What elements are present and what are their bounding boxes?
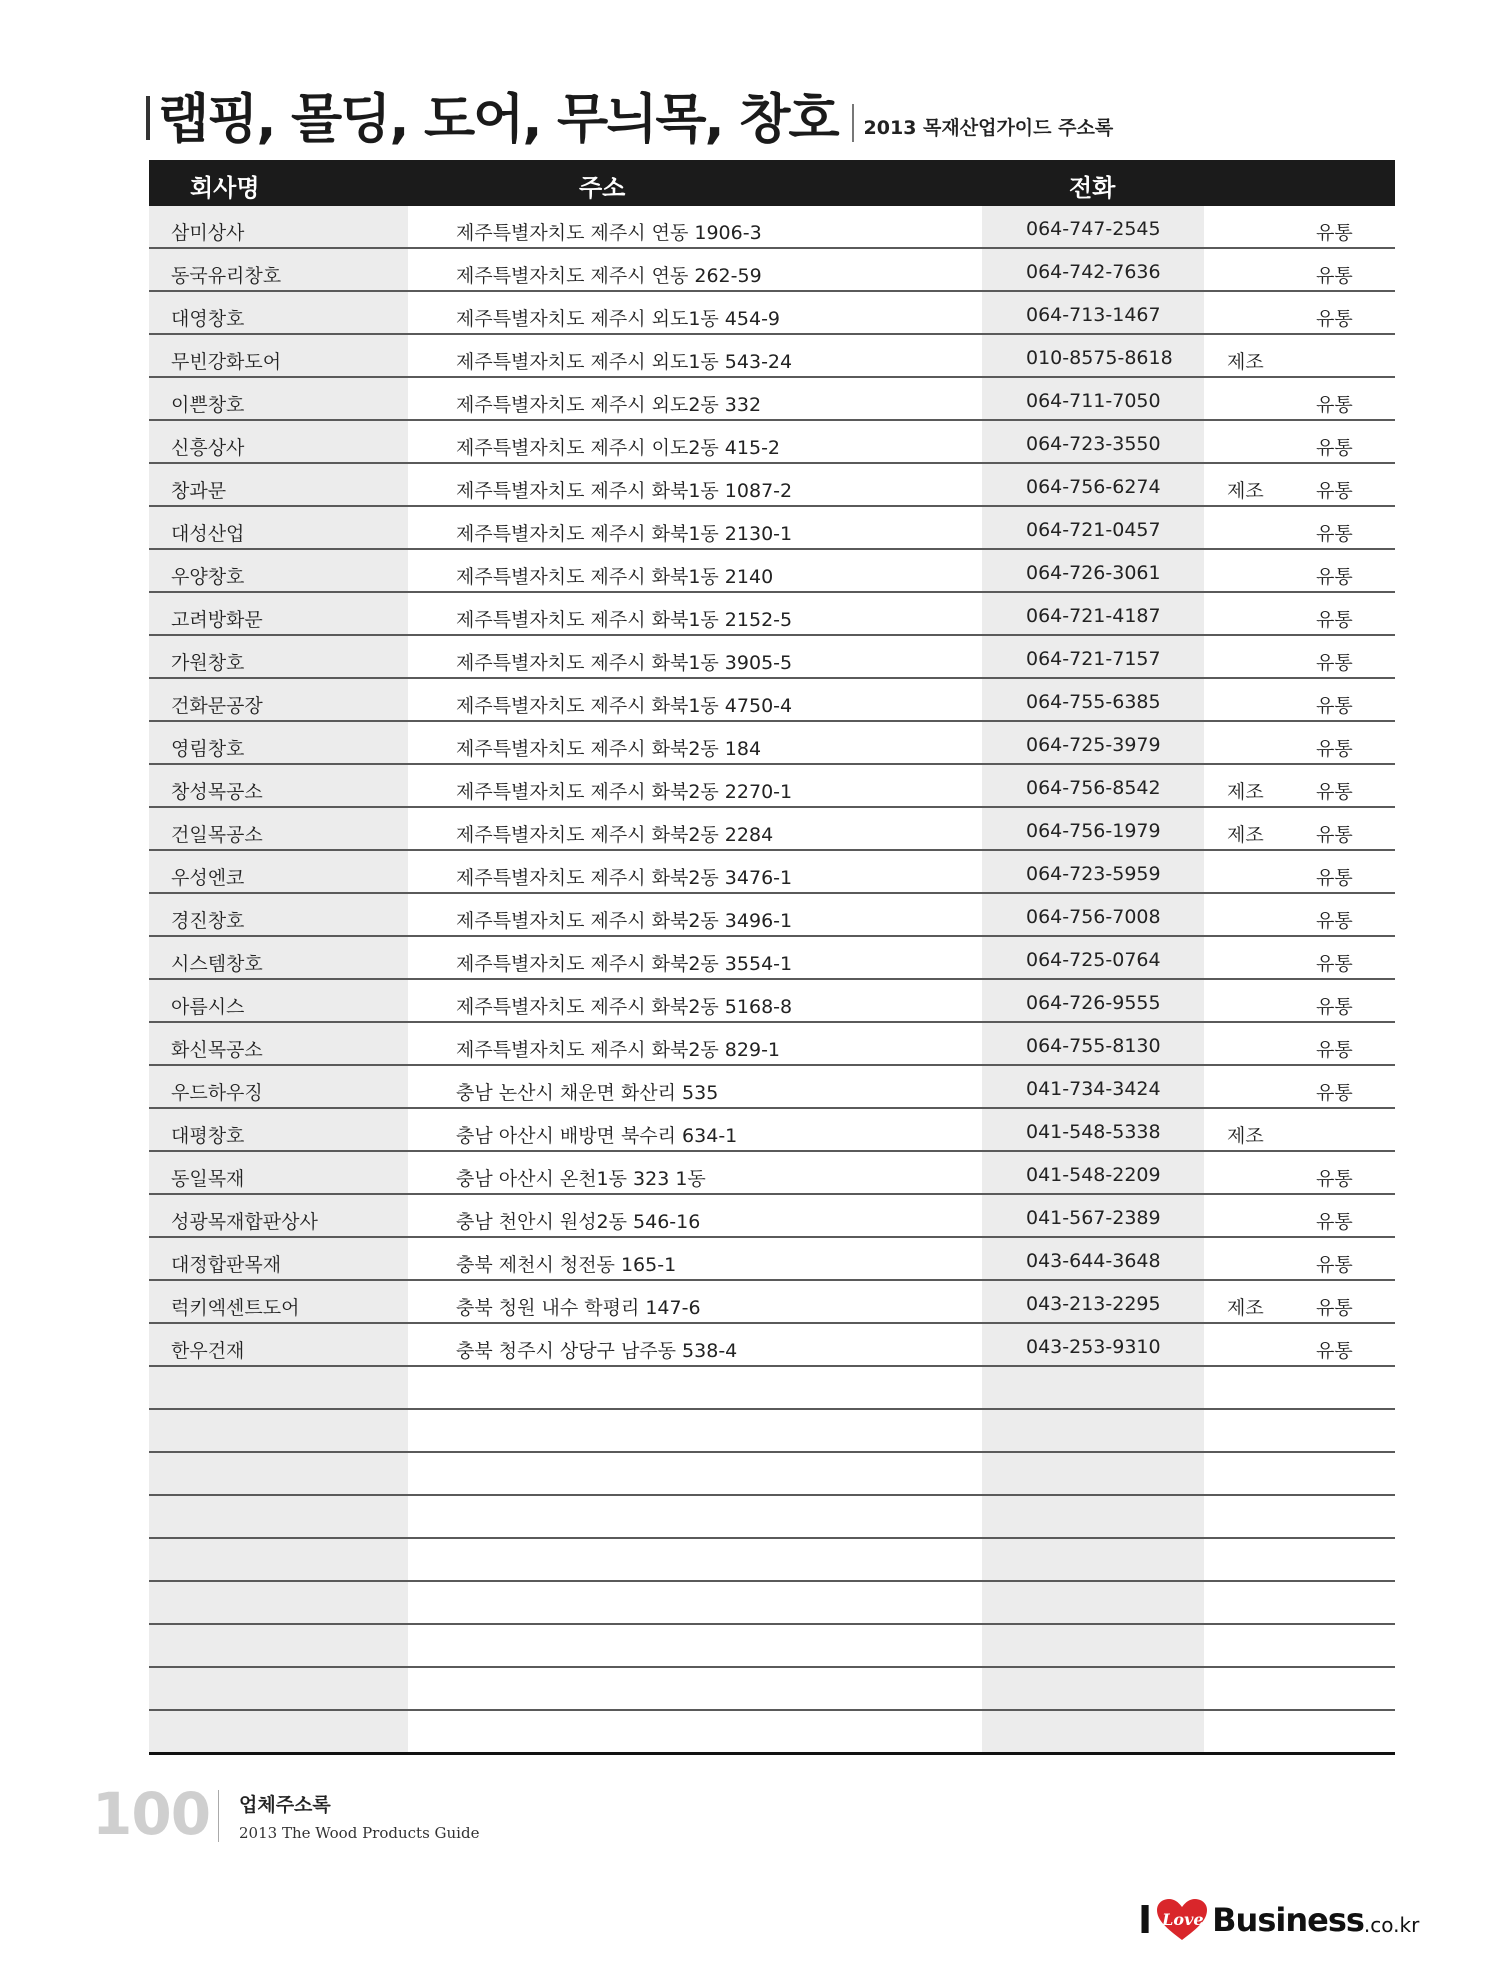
- table-row: [149, 765, 1395, 808]
- table-row: [149, 1195, 1395, 1238]
- table-row: [149, 636, 1395, 679]
- table-row: [149, 1281, 1395, 1324]
- company-address: 충남 아산시 온천1동 323 1동: [456, 1168, 706, 1190]
- header-phone: 전화: [1069, 174, 1116, 202]
- distributor-tag: 유통: [1316, 953, 1353, 975]
- company-address: 제주특별자치도 제주시 화북2동 5168-8: [456, 996, 793, 1018]
- company-address: 제주특별자치도 제주시 화북2동 184: [456, 738, 762, 760]
- company-address: 충북 청원 내수 학평리 147-6: [456, 1297, 701, 1319]
- distributor-tag: 유통: [1316, 394, 1353, 416]
- company-name: 우양창호: [171, 566, 245, 588]
- company-phone: 010-8575-8618: [1026, 347, 1173, 369]
- distributor-tag: 유통: [1316, 1168, 1353, 1190]
- distributor-tag: 유통: [1316, 652, 1353, 674]
- page-title: 랩핑, 몰딩, 도어, 무늬목, 창호: [158, 89, 838, 150]
- company-address: 충북 제천시 청전동 165-1: [456, 1254, 677, 1276]
- distributor-tag: 유통: [1316, 1082, 1353, 1104]
- company-name: 아름시스: [171, 996, 245, 1018]
- logo-business: Business: [1212, 1901, 1364, 1939]
- company-address: 제주특별자치도 제주시 화북2동 3476-1: [456, 867, 793, 889]
- page-header: [146, 86, 1114, 150]
- manufacturer-tag: 제조: [1227, 351, 1264, 373]
- table-row: [149, 1539, 1395, 1582]
- company-name: 건화문공장: [171, 695, 263, 717]
- company-phone: 064-711-7050: [1026, 390, 1161, 412]
- table-row: [149, 937, 1395, 980]
- company-phone: 064-721-4187: [1026, 605, 1161, 627]
- distributor-tag: 유통: [1316, 523, 1353, 545]
- company-name: 창성목공소: [171, 781, 263, 803]
- company-address: 제주특별자치도 제주시 외도1동 543-24: [456, 351, 793, 373]
- table-row: [149, 1711, 1395, 1755]
- company-name: 가원창호: [171, 652, 245, 674]
- distributor-tag: 유통: [1316, 480, 1353, 502]
- table-row: [149, 1496, 1395, 1539]
- table-row: [149, 1582, 1395, 1625]
- company-address: 제주특별자치도 제주시 연동 262-59: [456, 265, 762, 287]
- page-subtitle: 2013 목재산업가이드 주소록: [863, 117, 1114, 139]
- company-phone: 064-756-1979: [1026, 820, 1161, 842]
- distributor-tag: 유통: [1316, 1039, 1353, 1061]
- company-address: 제주특별자치도 제주시 화북1동 2140: [456, 566, 774, 588]
- company-name: 시스템창호: [171, 953, 263, 975]
- distributor-tag: 유통: [1316, 222, 1353, 244]
- company-name: 창과문: [171, 480, 227, 502]
- company-name: 화신목공소: [171, 1039, 263, 1061]
- title-divider: [852, 104, 854, 142]
- table-row: [149, 1668, 1395, 1711]
- company-phone: 043-213-2295: [1026, 1293, 1161, 1315]
- company-phone: 041-548-2209: [1026, 1164, 1161, 1186]
- logo-domain: .co.kr: [1363, 1913, 1420, 1937]
- company-address: 제주특별자치도 제주시 화북2동 2284: [456, 824, 774, 846]
- company-phone: 043-253-9310: [1026, 1336, 1161, 1358]
- company-phone: 064-721-7157: [1026, 648, 1161, 670]
- company-name: 한우건재: [171, 1340, 245, 1362]
- table-row: [149, 1410, 1395, 1453]
- company-name: 건일목공소: [171, 824, 263, 846]
- table-row: [149, 894, 1395, 937]
- company-name: 우드하우징: [171, 1082, 263, 1104]
- table-row: [149, 593, 1395, 636]
- company-phone: 064-725-3979: [1026, 734, 1161, 756]
- distributor-tag: 유통: [1316, 308, 1353, 330]
- table-row: [149, 1066, 1395, 1109]
- title-accent-bar: [146, 96, 150, 140]
- company-phone: 064-721-0457: [1026, 519, 1161, 541]
- company-address: 제주특별자치도 제주시 화북2동 3554-1: [456, 953, 793, 975]
- table-row: [149, 1238, 1395, 1281]
- table-row: [149, 808, 1395, 851]
- table-row: [149, 1324, 1395, 1367]
- distributor-tag: 유통: [1316, 437, 1353, 459]
- manufacturer-tag: 제조: [1227, 824, 1264, 846]
- page-number: 100: [92, 1780, 211, 1848]
- company-name: 대정합판목재: [171, 1254, 282, 1276]
- table-row: [149, 722, 1395, 765]
- company-address: 충남 아산시 배방면 북수리 634-1: [456, 1125, 738, 1147]
- distributor-tag: 유통: [1316, 1211, 1353, 1233]
- footer-section: 업체주소록: [239, 1794, 331, 1816]
- header-company: 회사명: [190, 174, 260, 202]
- table-row: [149, 1109, 1395, 1152]
- company-phone: 064-756-7008: [1026, 906, 1161, 928]
- company-address: 제주특별자치도 제주시 화북1동 2152-5: [456, 609, 793, 631]
- table-body: [149, 206, 1395, 1755]
- company-phone: 064-713-1467: [1026, 304, 1161, 326]
- company-phone: 043-644-3648: [1026, 1250, 1161, 1272]
- table-row: [149, 1023, 1395, 1066]
- table-row: [149, 206, 1395, 249]
- table-row: [149, 980, 1395, 1023]
- distributor-tag: 유통: [1316, 824, 1353, 846]
- company-name: 이쁜창호: [171, 394, 245, 416]
- company-phone: 064-726-3061: [1026, 562, 1161, 584]
- company-phone: 041-548-5338: [1026, 1121, 1161, 1143]
- distributor-tag: 유통: [1316, 738, 1353, 760]
- company-address: 제주특별자치도 제주시 화북1동 1087-2: [456, 480, 793, 502]
- company-phone: 064-742-7636: [1026, 261, 1161, 283]
- header-address: 주소: [579, 174, 626, 202]
- table-row: [149, 507, 1395, 550]
- company-phone: 064-725-0764: [1026, 949, 1161, 971]
- company-address: 제주특별자치도 제주시 화북2동 3496-1: [456, 910, 793, 932]
- table-row: [149, 335, 1395, 378]
- company-address: 충북 청주시 상당구 남주동 538-4: [456, 1340, 738, 1362]
- company-phone: 064-726-9555: [1026, 992, 1161, 1014]
- heart-icon: [1156, 1898, 1208, 1942]
- distributor-tag: 유통: [1316, 695, 1353, 717]
- company-phone: 064-747-2545: [1026, 218, 1161, 240]
- company-phone: 064-755-6385: [1026, 691, 1161, 713]
- table-row: [149, 292, 1395, 335]
- distributor-tag: 유통: [1316, 609, 1353, 631]
- company-address: 제주특별자치도 제주시 화북2동 2270-1: [456, 781, 793, 803]
- company-name: 성광목재합판상사: [171, 1211, 318, 1233]
- manufacturer-tag: 제조: [1227, 1125, 1264, 1147]
- company-name: 동일목재: [171, 1168, 245, 1190]
- company-phone: 064-756-8542: [1026, 777, 1161, 799]
- table-row: [149, 249, 1395, 292]
- company-phone: 064-755-8130: [1026, 1035, 1161, 1057]
- table-row: [149, 1367, 1395, 1410]
- distributor-tag: 유통: [1316, 867, 1353, 889]
- company-name: 삼미상사: [171, 222, 245, 244]
- table-row: [149, 1625, 1395, 1668]
- table-row: [149, 679, 1395, 722]
- distributor-tag: 유통: [1316, 1340, 1353, 1362]
- company-address: 제주특별자치도 제주시 화북1동 3905-5: [456, 652, 793, 674]
- distributor-tag: 유통: [1316, 566, 1353, 588]
- directory-table: [149, 160, 1395, 1755]
- brand-logo: [1138, 1898, 1419, 1942]
- company-name: 무빈강화도어: [171, 351, 282, 373]
- table-row: [149, 421, 1395, 464]
- distributor-tag: 유통: [1316, 1297, 1353, 1319]
- table-header: [149, 160, 1395, 206]
- company-name: 대성산업: [171, 523, 245, 545]
- company-phone: 041-567-2389: [1026, 1207, 1161, 1229]
- company-phone: 041-734-3424: [1026, 1078, 1161, 1100]
- company-phone: 064-723-3550: [1026, 433, 1161, 455]
- table-row: [149, 1453, 1395, 1496]
- company-address: 충남 천안시 원성2동 546-16: [456, 1211, 701, 1233]
- manufacturer-tag: 제조: [1227, 781, 1264, 803]
- manufacturer-tag: 제조: [1227, 480, 1264, 502]
- distributor-tag: 유통: [1316, 910, 1353, 932]
- company-name: 영림창호: [171, 738, 245, 760]
- footer-guide: 2013 The Wood Products Guide: [239, 1824, 480, 1842]
- distributor-tag: 유통: [1316, 781, 1353, 803]
- company-address: 제주특별자치도 제주시 화북1동 4750-4: [456, 695, 793, 717]
- company-name: 럭키엑센트도어: [171, 1297, 300, 1319]
- company-name: 대평창호: [171, 1125, 245, 1147]
- company-address: 제주특별자치도 제주시 화북2동 829-1: [456, 1039, 781, 1061]
- company-name: 고려방화문: [171, 609, 263, 631]
- company-phone: 064-723-5959: [1026, 863, 1161, 885]
- table-row: [149, 378, 1395, 421]
- table-row: [149, 464, 1395, 507]
- company-name: 신흥상사: [171, 437, 245, 459]
- company-address: 제주특별자치도 제주시 외도1동 454-9: [456, 308, 781, 330]
- manufacturer-tag: 제조: [1227, 1297, 1264, 1319]
- table-row: [149, 851, 1395, 894]
- company-address: 제주특별자치도 제주시 연동 1906-3: [456, 222, 762, 244]
- company-phone: 064-756-6274: [1026, 476, 1161, 498]
- company-name: 대영창호: [171, 308, 245, 330]
- company-address: 제주특별자치도 제주시 외도2동 332: [456, 394, 762, 416]
- distributor-tag: 유통: [1316, 265, 1353, 287]
- logo-i: I: [1138, 1898, 1153, 1942]
- company-address: 충남 논산시 채운면 화산리 535: [456, 1082, 719, 1104]
- company-address: 제주특별자치도 제주시 이도2동 415-2: [456, 437, 781, 459]
- distributor-tag: 유통: [1316, 1254, 1353, 1276]
- company-name: 경진창호: [171, 910, 245, 932]
- logo-love: Love: [1162, 1910, 1204, 1929]
- footer-divider: [218, 1790, 219, 1842]
- table-row: [149, 550, 1395, 593]
- distributor-tag: 유통: [1316, 996, 1353, 1018]
- company-name: 우성엔코: [171, 867, 245, 889]
- company-address: 제주특별자치도 제주시 화북1동 2130-1: [456, 523, 793, 545]
- company-name: 동국유리창호: [171, 265, 282, 287]
- table-row: [149, 1152, 1395, 1195]
